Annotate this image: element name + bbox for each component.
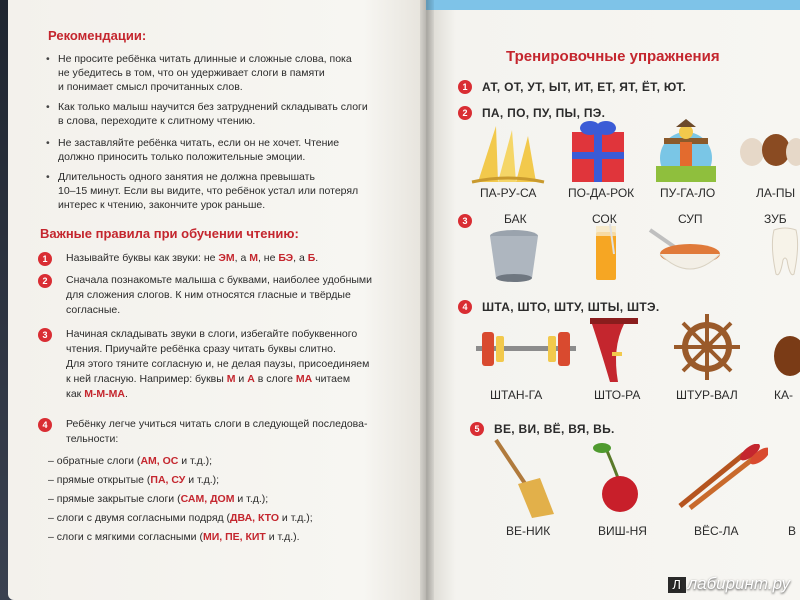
- watermark: Л лабиринт.ру: [668, 574, 790, 594]
- exercise-number-5: 5: [470, 422, 484, 436]
- rule-2: Сначала познакомьте малыша с буквами, наиболее удобными для сложения слогов. К ним относятся гласные и твёрдые согласные.: [66, 274, 372, 316]
- soup-bowl-icon: [646, 228, 722, 278]
- paws-icon: [738, 128, 800, 172]
- broom-icon: [488, 438, 558, 518]
- exercise-4-syllables: ШТА, ШТО, ШТУ, ШТЫ, ШТЭ.: [482, 300, 660, 314]
- barbell-icon: [470, 326, 582, 372]
- chestnut-icon: [772, 332, 800, 378]
- rule-number-3: 3: [38, 328, 52, 342]
- recommendation-3: • Не заставляйте ребёнка читать, если он не хочет. Чтение должно приносить только положительные эмоции.: [58, 136, 388, 164]
- exercise-2-syllables: ПА, ПО, ПУ, ПЫ, ПЭ.: [482, 106, 606, 120]
- watermark-logo-icon: Л: [668, 577, 686, 593]
- rule-4: Ребёнку легче учиться читать слоги в следующей последова- тельности:: [66, 418, 368, 445]
- exercise-4-word: ШТУР-ВАЛ: [676, 388, 738, 402]
- exercise-2-word: ПУ-ГА-ЛО: [660, 186, 716, 200]
- exercise-2-word: ПО-ДА-РОК: [568, 186, 635, 200]
- ship-wheel-icon: [672, 312, 742, 382]
- exercise-2-word: ПА-РУ-СА: [480, 186, 537, 200]
- rule-number-1: 1: [38, 252, 52, 266]
- cherry-icon: [590, 440, 646, 516]
- rule-1: Называйте буквы как звуки: не ЭМ, а М, не БЭ, а Б.: [66, 252, 319, 264]
- left-page: [8, 0, 426, 600]
- bucket-icon: [486, 228, 542, 282]
- exercise-number-4: 4: [458, 300, 472, 314]
- exercise-3-word: БАК: [504, 212, 527, 226]
- recommendation-4: • Длительность одного занятия не должна превышать 10–15 минут. Если вы видите, что ребёнок устал или потерял интерес к чтению, закончите урок раньше.: [58, 170, 388, 212]
- exercise-4-word: ШТО-РА: [594, 388, 641, 402]
- page-color-band: [426, 0, 800, 10]
- tooth-icon: [770, 226, 800, 278]
- exercise-number-3: 3: [458, 214, 472, 228]
- exercise-3-word: ЗУБ: [764, 212, 787, 226]
- exercise-4-word: КА-: [774, 388, 793, 402]
- sequence-item: – прямые открытые (ПА, СУ и т.д.);: [48, 474, 220, 486]
- scarecrow-icon: [656, 116, 716, 182]
- curtain-icon: [590, 318, 638, 384]
- gift-icon: [568, 118, 628, 184]
- exercise-5-word: ВЕ-НИК: [506, 524, 551, 538]
- exercise-1-syllables: АТ, ОТ, УТ, ЫТ, ИТ, ЕТ, ЯТ, ЁТ, ЮТ.: [482, 80, 687, 94]
- exercise-5-syllables: ВЕ, ВИ, ВЁ, ВЯ, ВЬ.: [494, 422, 615, 436]
- recommendations-title: Рекомендации:: [48, 28, 147, 43]
- sequence-item: – прямые закрытые слоги (САМ, ДОМ и т.д.);: [48, 493, 269, 505]
- exercises-title: Тренировочные упражнения: [506, 48, 720, 65]
- exercise-3-word: СУП: [678, 212, 703, 226]
- exercise-number-1: 1: [458, 80, 472, 94]
- rule-number-4: 4: [38, 418, 52, 432]
- juice-glass-icon: [592, 224, 622, 282]
- sequence-item: – слоги с двумя согласными подряд (ДВА, КТО и т.д.);: [48, 512, 313, 524]
- rule-number-2: 2: [38, 274, 52, 288]
- sequence-item: – слоги с мягкими согласными (МИ, ПЕ, КИТ и т.д.).: [48, 531, 300, 543]
- sails-icon: [468, 124, 548, 186]
- exercise-5-word: В: [788, 524, 797, 538]
- exercise-number-2: 2: [458, 106, 472, 120]
- book-gutter: [420, 0, 434, 600]
- rules-title: Важные правила при обучении чтению:: [40, 226, 299, 241]
- recommendation-1: • Не просите ребёнка читать длинные и сложные слова, пока не убедитесь в том, что он удерживает слоги в памяти и понимает смысл прочитанных слов.: [58, 52, 388, 94]
- exercise-5-word: ВЁС-ЛА: [694, 524, 739, 538]
- exercise-3-word: СОК: [592, 212, 617, 226]
- exercise-5-word: ВИШ-НЯ: [598, 524, 647, 538]
- exercise-4-word: ШТАН-ГА: [490, 388, 543, 402]
- recommendation-2: • Как только малыш научится без затруднений складывать слоги в слова, переходите к слитному чтению.: [58, 100, 388, 128]
- exercise-2-word: ЛА-ПЫ: [756, 186, 796, 200]
- sequence-item: – обратные слоги (АМ, ОС и т.д.);: [48, 455, 213, 467]
- rule-3: Начиная складывать звуки в слоги, избегайте побуквенного чтения. Приучайте ребёнка сразу читать буквы слитно. Для этого тяните согласную и, не делая паузы, присоединяем к ней гласную. Например: буквы М и А в слоге МА читаем как М-М-МА.: [66, 328, 370, 400]
- oars-icon: [676, 444, 768, 510]
